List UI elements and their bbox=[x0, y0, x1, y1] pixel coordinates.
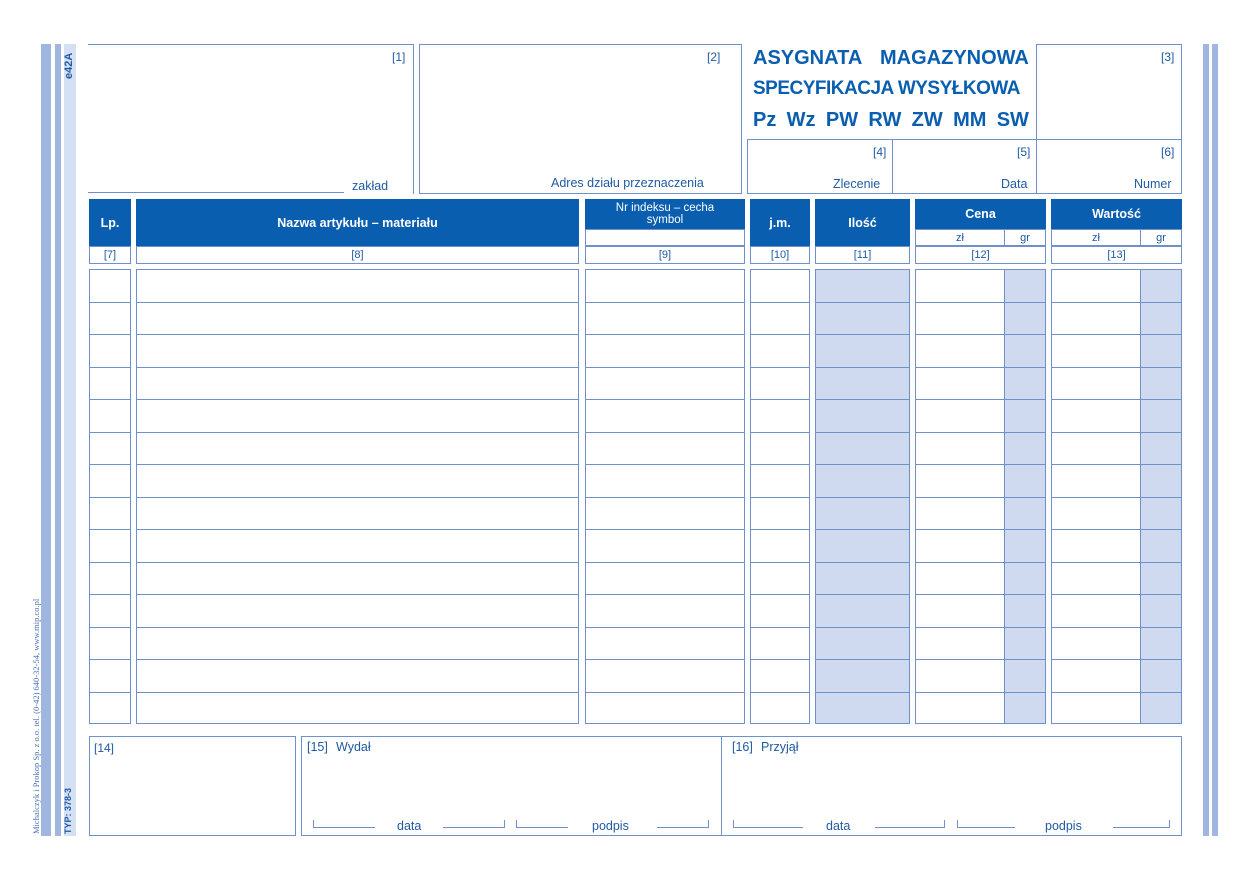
field-1-underline bbox=[88, 192, 344, 193]
field-3-number: [3] bbox=[1161, 50, 1175, 64]
table-row bbox=[89, 399, 131, 400]
table-row bbox=[585, 594, 745, 595]
wydal-sign-line-left bbox=[516, 820, 568, 828]
table-row bbox=[750, 464, 810, 465]
col-number-8: [8] bbox=[136, 246, 579, 264]
przyjal-sign-line-right bbox=[1113, 820, 1170, 828]
wydal-sign-label: podpis bbox=[592, 819, 629, 833]
table-row bbox=[89, 464, 131, 465]
table-row bbox=[750, 627, 810, 628]
form-code: e42A bbox=[63, 52, 75, 79]
table-row bbox=[815, 594, 910, 595]
table-row bbox=[915, 367, 1046, 368]
table-row bbox=[815, 464, 910, 465]
table-row bbox=[136, 464, 579, 465]
table-row bbox=[89, 659, 131, 660]
table-row bbox=[750, 334, 810, 335]
table-row bbox=[1051, 432, 1182, 433]
przyjal-sign-label: podpis bbox=[1045, 819, 1082, 833]
title-specyfikacja: SPECYFIKACJA WYSYŁKOWA bbox=[753, 78, 1020, 99]
table-row bbox=[89, 367, 131, 368]
table-row bbox=[585, 529, 745, 530]
table-row bbox=[815, 659, 910, 660]
field-5-number: [5] bbox=[1017, 145, 1031, 159]
table-row bbox=[585, 334, 745, 335]
field-1-number: [1] bbox=[392, 50, 406, 64]
table-row bbox=[815, 399, 910, 400]
field-1-label: zakład bbox=[352, 179, 389, 193]
table-row bbox=[750, 659, 810, 660]
field-2-label: Adres działu przeznaczenia bbox=[551, 176, 704, 190]
table-row bbox=[585, 627, 745, 628]
table-row bbox=[750, 692, 810, 693]
doc-type-pz[interactable]: Pz bbox=[753, 109, 777, 131]
table-row bbox=[585, 692, 745, 693]
right-stripe-2 bbox=[1212, 44, 1218, 836]
col-number-10: [10] bbox=[750, 246, 810, 264]
left-stripe-1 bbox=[41, 44, 51, 836]
field-2-number: [2] bbox=[707, 50, 721, 64]
table-row bbox=[136, 334, 579, 335]
cena-sub-gr: gr bbox=[1004, 229, 1046, 246]
table-row bbox=[915, 302, 1046, 303]
field-4-label: Zlecenie bbox=[833, 177, 881, 191]
field-14[interactable] bbox=[89, 736, 296, 836]
doc-type-mm[interactable]: MM bbox=[953, 109, 987, 131]
form-type: TYP: 378-3 bbox=[63, 787, 73, 834]
table-row bbox=[136, 367, 579, 368]
col-header-wartosc: Wartość bbox=[1051, 199, 1182, 229]
table-row bbox=[915, 627, 1046, 628]
table-row bbox=[1051, 562, 1182, 563]
table-row bbox=[915, 692, 1046, 693]
table-row bbox=[585, 367, 745, 368]
wydal-date-line-left bbox=[313, 820, 375, 828]
table-row bbox=[915, 529, 1046, 530]
table-row bbox=[136, 432, 579, 433]
col-header-indeks: Nr indeksu – cecha symbol bbox=[585, 199, 745, 229]
table-row bbox=[136, 529, 579, 530]
wartosc-sub-zl: zł bbox=[1051, 229, 1141, 246]
col-number-13: [13] bbox=[1051, 246, 1182, 264]
table-row bbox=[1051, 302, 1182, 303]
table-row bbox=[136, 497, 579, 498]
doc-type-sw[interactable]: SW bbox=[996, 109, 1029, 131]
table-row bbox=[585, 562, 745, 563]
table-row bbox=[915, 659, 1046, 660]
table-row bbox=[136, 627, 579, 628]
table-row bbox=[585, 432, 745, 433]
table-row bbox=[1051, 334, 1182, 335]
publisher-imprint: Michalczyk i Prokop Sp. z o.o. tel. (0-42) 640-32-54, www.mip.co.pl bbox=[31, 598, 41, 834]
table-row bbox=[815, 692, 910, 693]
table-row bbox=[1051, 367, 1182, 368]
table-row bbox=[136, 399, 579, 400]
table-row bbox=[750, 302, 810, 303]
table-row bbox=[89, 529, 131, 530]
table-row bbox=[750, 399, 810, 400]
table-row bbox=[1051, 659, 1182, 660]
table-row bbox=[136, 659, 579, 660]
table-row bbox=[585, 464, 745, 465]
field-16-number: [16] bbox=[732, 740, 753, 754]
table-row bbox=[815, 562, 910, 563]
table-row bbox=[89, 432, 131, 433]
table-row bbox=[585, 399, 745, 400]
table-row bbox=[750, 529, 810, 530]
table-row bbox=[89, 334, 131, 335]
col-header-nazwa: Nazwa artykułu – materiału bbox=[136, 199, 579, 246]
table-row bbox=[1051, 627, 1182, 628]
title-magazynowa: MAGAZYNOWA bbox=[880, 47, 1029, 69]
left-stripe-2 bbox=[55, 44, 61, 836]
field-15-label: Wydał bbox=[336, 740, 371, 754]
field-16-label: Przyjął bbox=[761, 740, 799, 754]
right-stripe-1 bbox=[1203, 44, 1209, 836]
field-15-number: [15] bbox=[307, 740, 328, 754]
cena-sub-zl: zł bbox=[915, 229, 1005, 246]
col-number-12: [12] bbox=[915, 246, 1046, 264]
col-number-7: [7] bbox=[89, 246, 131, 264]
table-row bbox=[750, 562, 810, 563]
table-row bbox=[136, 562, 579, 563]
table-row bbox=[750, 367, 810, 368]
col-header-cena: Cena bbox=[915, 199, 1046, 229]
col-header-lp: Lp. bbox=[89, 199, 131, 246]
table-row bbox=[89, 497, 131, 498]
table-row bbox=[89, 302, 131, 303]
field-6-number: [6] bbox=[1161, 145, 1175, 159]
table-row bbox=[815, 302, 910, 303]
table-row bbox=[750, 432, 810, 433]
left-stripe-3 bbox=[64, 44, 76, 836]
table-row bbox=[815, 627, 910, 628]
table-row bbox=[585, 497, 745, 498]
field-1-zaklad[interactable] bbox=[88, 44, 414, 194]
table-row bbox=[750, 594, 810, 595]
przyjal-date-line-right bbox=[875, 820, 945, 828]
table-row bbox=[1051, 464, 1182, 465]
field-2-address[interactable] bbox=[419, 44, 742, 194]
col-header-ilosc: Ilość bbox=[815, 199, 910, 246]
table-row bbox=[89, 692, 131, 693]
table-row bbox=[136, 302, 579, 303]
przyjal-date-label: data bbox=[826, 819, 851, 833]
table-row bbox=[89, 594, 131, 595]
doc-type-rw[interactable]: RW bbox=[868, 109, 902, 131]
table-row bbox=[750, 497, 810, 498]
table-row bbox=[585, 659, 745, 660]
wydal-date-label: data bbox=[397, 819, 422, 833]
przyjal-date-line-left bbox=[733, 820, 803, 828]
field-5-label: Data bbox=[1001, 177, 1028, 191]
table-row bbox=[1051, 497, 1182, 498]
table-row bbox=[585, 302, 745, 303]
col-header-jm: j.m. bbox=[750, 199, 810, 246]
col-header-indeks-blank bbox=[585, 229, 745, 246]
doc-type-pw[interactable]: PW bbox=[825, 109, 859, 131]
doc-type-wz[interactable]: Wz bbox=[786, 109, 816, 131]
table-row bbox=[815, 497, 910, 498]
title-asygnata: ASYGNATA bbox=[753, 47, 863, 69]
table-row bbox=[815, 432, 910, 433]
wartosc-sub-gr: gr bbox=[1140, 229, 1182, 246]
col-number-9: [9] bbox=[585, 246, 745, 264]
table-row bbox=[915, 497, 1046, 498]
col-number-11: [11] bbox=[815, 246, 910, 264]
table-row bbox=[815, 529, 910, 530]
doc-type-zw[interactable]: ZW bbox=[911, 109, 943, 131]
table-row bbox=[915, 334, 1046, 335]
table-row bbox=[1051, 529, 1182, 530]
table-row bbox=[815, 334, 910, 335]
table-row bbox=[136, 692, 579, 693]
document-type-list bbox=[753, 109, 1029, 135]
przyjal-sign-line-left bbox=[957, 820, 1015, 828]
table-row bbox=[136, 594, 579, 595]
table-row bbox=[915, 432, 1046, 433]
table-row bbox=[89, 562, 131, 563]
field-14-number: [14] bbox=[94, 741, 115, 755]
table-row bbox=[915, 594, 1046, 595]
table-row bbox=[915, 399, 1046, 400]
table-row bbox=[815, 367, 910, 368]
table-row bbox=[1051, 692, 1182, 693]
field-4-number: [4] bbox=[873, 145, 887, 159]
table-row bbox=[915, 464, 1046, 465]
table-row bbox=[1051, 594, 1182, 595]
table-row bbox=[915, 562, 1046, 563]
wydal-sign-line-right bbox=[657, 820, 709, 828]
wydal-date-line-right bbox=[443, 820, 505, 828]
field-6-label: Numer bbox=[1134, 177, 1172, 191]
table-row bbox=[89, 627, 131, 628]
table-row bbox=[1051, 399, 1182, 400]
